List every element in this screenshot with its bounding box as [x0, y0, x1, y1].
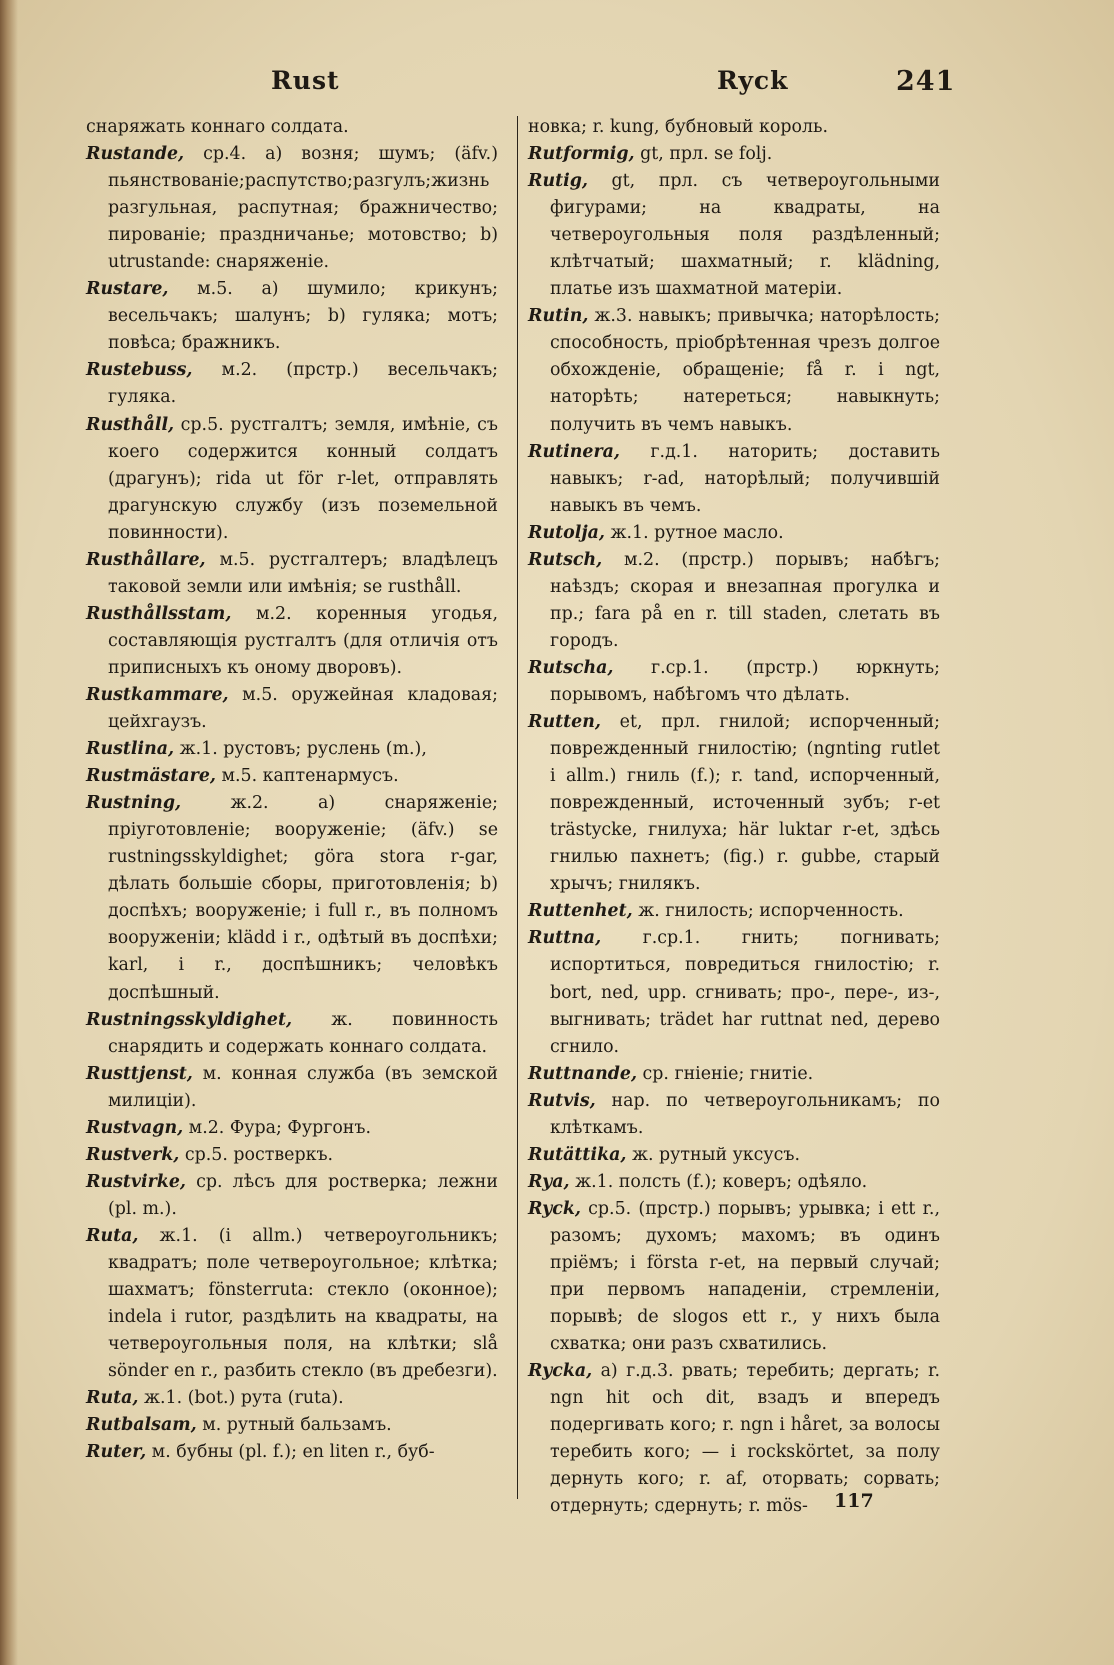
- dictionary-entry: [86, 601, 498, 682]
- entry-headword: Rustvagn,: [86, 1117, 184, 1138]
- entry-definition: снаряжать коннаго солдата.: [86, 117, 349, 137]
- dictionary-entry: [86, 1115, 498, 1142]
- dictionary-entry: [528, 709, 940, 898]
- dictionary-entry: [86, 1223, 498, 1385]
- entry-headword: Rutbalsam,: [86, 1415, 197, 1436]
- entry-headword: Ryck,: [528, 1198, 581, 1219]
- entry-definition: ж.1. рустовъ; руслень (m.),: [174, 739, 427, 760]
- dictionary-entry: [528, 303, 940, 438]
- entry-definition: м.2. (прстр.) порывъ; набѣгъ; наѣздъ; скорая и внезапная прогулка и пр.; fara på en r. till staden, слетать въ городъ.: [550, 549, 940, 651]
- entry-headword: Rustning,: [86, 793, 182, 814]
- entry-definition: г.ср.1. (прстр.) юркнуть; порывомъ, набѣгомъ что дѣлать.: [550, 657, 940, 705]
- entry-definition: gt, прл. se folj.: [634, 144, 773, 165]
- entry-headword: Ruta,: [86, 1388, 139, 1409]
- entry-definition: м.5. a) шумило; крикунъ; весельчакъ; шалунъ; b) гуляка; мотъ; повѣса; бражникъ.: [108, 279, 498, 354]
- entry-headword: Rusthåll,: [86, 414, 175, 435]
- dictionary-entry: [86, 412, 498, 547]
- entry-headword: Rustare,: [86, 279, 169, 300]
- entry-headword: Rustmästare,: [86, 766, 216, 787]
- entry-headword: Rusttjenst,: [86, 1063, 193, 1084]
- entry-definition: a) г.д.3. рвать; теребить; дергать; r. ngn hit och dit, взадъ и впередъ подергивать кого; r. ngn i håret, за волосы теребить кого; — i rockskörtet, за полу дернуть кого; r. af, оторвать; сорвать; отдернуть; сдернуть; r. mös-: [550, 1361, 940, 1517]
- entry-headword: Rustlina,: [86, 739, 175, 760]
- column-divider: [517, 116, 518, 1499]
- entry-definition: нар. по четвероугольникамъ; по клѣткамъ.: [550, 1090, 940, 1138]
- entry-definition: ср.5. (прстр.) порывъ; урывка; i ett r., разомъ; духомъ; махомъ; въ одинъ пріёмъ; i första r-et, на первый случай; при первомъ нападеніи, стремленіи, порывѣ; de slogos ett r., у нихъ была схватка; они разъ схватились.: [550, 1198, 940, 1355]
- dictionary-entry: [86, 1061, 498, 1115]
- entry-definition: г.д.1. наторить; доставить навыкъ; r-ad, наторѣлый; получившій навыкъ въ чемъ.: [550, 441, 940, 516]
- entry-definition: ср.4. a) возня; шумъ; (äfv.) пьянствованіе;распутство;разгулъ;жизнь разгульная, распутная; бражничество; пированіе; праздничанье; мотовство; b) utrustande: снаряженіе.: [108, 144, 498, 273]
- entry-definition: г.ср.1. гнить; погнивать; испортиться, повредиться гнилостію; r. bort, ned, upp. сгнивать; про-, пере-, из-, выгнивать; trädet har ruttnat ned, дерево сгнило.: [550, 928, 940, 1057]
- entry-definition: ср. лѣсъ для ростверка; лежни (pl. m.).: [108, 1171, 498, 1219]
- header-left-guide-word: Rust: [271, 66, 340, 95]
- entry-headword: Rutig,: [528, 171, 588, 192]
- entry-headword: Rutinera,: [528, 441, 620, 462]
- dictionary-entry: [528, 439, 940, 520]
- dictionary-entry: [528, 1358, 940, 1520]
- entry-definition: м.2. Фура; Фургонъ.: [183, 1117, 371, 1138]
- entry-definition: м. конная служба (въ земской милиціи).: [108, 1063, 498, 1111]
- dictionary-entry: [86, 682, 498, 736]
- entry-headword: Rustkammare,: [86, 684, 229, 705]
- entry-definition: м.5. каптенармусъ.: [215, 766, 399, 787]
- dictionary-entry: [528, 1088, 940, 1142]
- dictionary-entry: [86, 114, 498, 141]
- entry-definition: ж.2. a) снаряженіе; пріуготовленіе; вооруженіе; (äfv.) se rustningsskyldighet; göra stora r-gar, дѣлать большіе сборы, приготовленія; b) доспѣхъ; вооруженіе; i full r., въ полномъ вооруженіи; klädd i r., одѣтый въ доспѣхи; karl, i r., доспѣшникъ; человѣкъ доспѣшный.: [108, 793, 498, 1003]
- entry-headword: Rutscha,: [528, 657, 614, 678]
- entry-headword: Ruter,: [86, 1442, 147, 1463]
- entry-definition: ср.5. ростверкъ.: [179, 1144, 334, 1165]
- dictionary-entry: [86, 736, 498, 763]
- entry-definition: ж.1. полсть (f.); коверъ; одѣяло.: [569, 1171, 868, 1192]
- entry-definition: gt, прл. съ четвероугольными фигурами; на квадраты, на четвероугольныя поля раздѣленный; клѣтчатый; шахматный; r. klädning, платье изъ шахматной матеріи.: [550, 171, 940, 300]
- header-right-guide-word: Ryck: [717, 66, 789, 95]
- dictionary-entry: [528, 1142, 940, 1169]
- entry-headword: Rya,: [528, 1171, 570, 1192]
- entry-headword: Rustvirke,: [86, 1171, 186, 1192]
- entry-headword: Ruta,: [86, 1225, 139, 1246]
- entry-headword: Rutolja,: [528, 522, 605, 543]
- entry-headword: Rustningsskyldighet,: [86, 1009, 293, 1030]
- dictionary-entry: [528, 520, 940, 547]
- entry-definition: ж. гнилость; испорченность.: [632, 901, 904, 922]
- dictionary-entry: [86, 276, 498, 357]
- dictionary-entry: [86, 1412, 498, 1439]
- entry-headword: Rutten,: [528, 712, 601, 733]
- dictionary-entry: [86, 1142, 498, 1169]
- entry-headword: Rutättika,: [528, 1144, 627, 1165]
- left-column: [86, 114, 498, 1466]
- entry-definition: м. бубны (pl. f.); en liten r., буб-: [146, 1442, 435, 1463]
- entry-definition: ж.1. (i allm.) четвероугольникъ; квадратъ; поле четвероугольное; клѣтка; шахматъ; fönsterruta: стекло (оконное); indela i rutor, раздѣлить на квадраты, на четвероугольныя поля, на клѣтки; slå sönder en r., разбить стекло (въ дребезги).: [108, 1225, 498, 1382]
- book-spine-shadow: [0, 0, 18, 1665]
- entry-headword: Rutformig,: [528, 144, 635, 165]
- entry-definition: новка; r. kung, бубновый король.: [528, 117, 829, 137]
- dictionary-entry: [528, 1196, 940, 1358]
- entry-definition: ж.1. рутное масло.: [604, 522, 784, 543]
- entry-definition: ж.3. навыкъ; привычка; наторѣлость; способность, пріобрѣтенная чрезъ долгое обхожденіе, обращеніе; få r. i ngt, наторѣть; натереться; навыкнуть; получить въ чемъ навыкъ.: [550, 306, 940, 435]
- dictionary-entry: [528, 898, 940, 925]
- entry-definition: ж. рутный уксусъ.: [626, 1144, 800, 1165]
- entry-headword: Rutvis,: [528, 1090, 596, 1111]
- entry-headword: Rutsch,: [528, 549, 603, 570]
- dictionary-entry: [528, 114, 940, 141]
- dictionary-entry: [86, 357, 498, 411]
- dictionary-entry: [528, 925, 940, 1060]
- entry-definition: м.5. рустгалтеръ; владѣлецъ таковой земли или имѣнія; se rusthåll.: [108, 549, 498, 597]
- entry-definition: м. рутный бальзамъ.: [196, 1415, 392, 1436]
- entry-headword: Ruttenhet,: [528, 901, 633, 922]
- entry-definition: м.2. коренныя угодья, составляющія рустгалтъ (для отличія отъ приписныхъ къ оному дворовъ).: [108, 603, 498, 678]
- dictionary-entry: [528, 141, 940, 168]
- dictionary-entry: [528, 1169, 940, 1196]
- entry-definition: ср. гніеніе; гнитіе.: [637, 1063, 814, 1084]
- dictionary-entry: [86, 1007, 498, 1061]
- entry-headword: Rusthållare,: [86, 549, 206, 570]
- dictionary-entry: [86, 763, 498, 790]
- entry-definition: м.5. оружейная кладовая; цейхгаузъ.: [108, 684, 498, 733]
- dictionary-entry: [528, 547, 940, 655]
- entry-headword: Rustande,: [86, 144, 185, 165]
- entry-definition: ж.1. (bot.) рута (ruta).: [138, 1388, 344, 1409]
- entry-headword: Rutin,: [528, 306, 589, 327]
- entry-headword: Rusthållsstam,: [86, 603, 232, 624]
- dictionary-entry: [86, 1385, 498, 1412]
- dictionary-entry: [86, 547, 498, 601]
- dictionary-entry: [528, 168, 940, 303]
- page-number: 241: [896, 66, 956, 97]
- dictionary-entry: [528, 1061, 940, 1088]
- entry-headword: Rustebuss,: [86, 360, 193, 381]
- right-column: [528, 114, 940, 1520]
- entry-definition: et, прл. гнилой; испорченный; поврежденный гнилостію; (ngnting rutlet i allm.) гниль (f.); r. tand, испорченный, поврежденный, источенный зубъ; r-et trästycke, гнилуха; här luktar r-et, здѣсь гнилью пахнетъ; (fig.) r. gubbe, старый хрычъ; гнилякъ.: [550, 712, 940, 895]
- entry-headword: Rycka,: [528, 1361, 593, 1382]
- dictionary-entry: [86, 1169, 498, 1223]
- entry-definition: м.2. (прстр.) весельчакъ; гуляка.: [108, 360, 498, 408]
- dictionary-entry: [86, 1439, 498, 1466]
- dictionary-entry: [528, 655, 940, 709]
- entry-definition: ж. повинность снарядить и содержать коннаго солдата.: [108, 1009, 498, 1057]
- dictionary-entry: [86, 790, 498, 1006]
- signature-number: 117: [834, 1490, 874, 1512]
- entry-headword: Ruttna,: [528, 928, 602, 949]
- dictionary-entry: [86, 141, 498, 276]
- entry-definition: ср.5. рустгалтъ; земля, имѣніе, съ коего содержится конный солдатъ (драгунъ); rida ut för r-let, отправлять драгунскую службу (изъ поземельной повинности).: [108, 414, 498, 543]
- entry-headword: Ruttnande,: [528, 1063, 637, 1084]
- entry-headword: Rustverk,: [86, 1144, 180, 1165]
